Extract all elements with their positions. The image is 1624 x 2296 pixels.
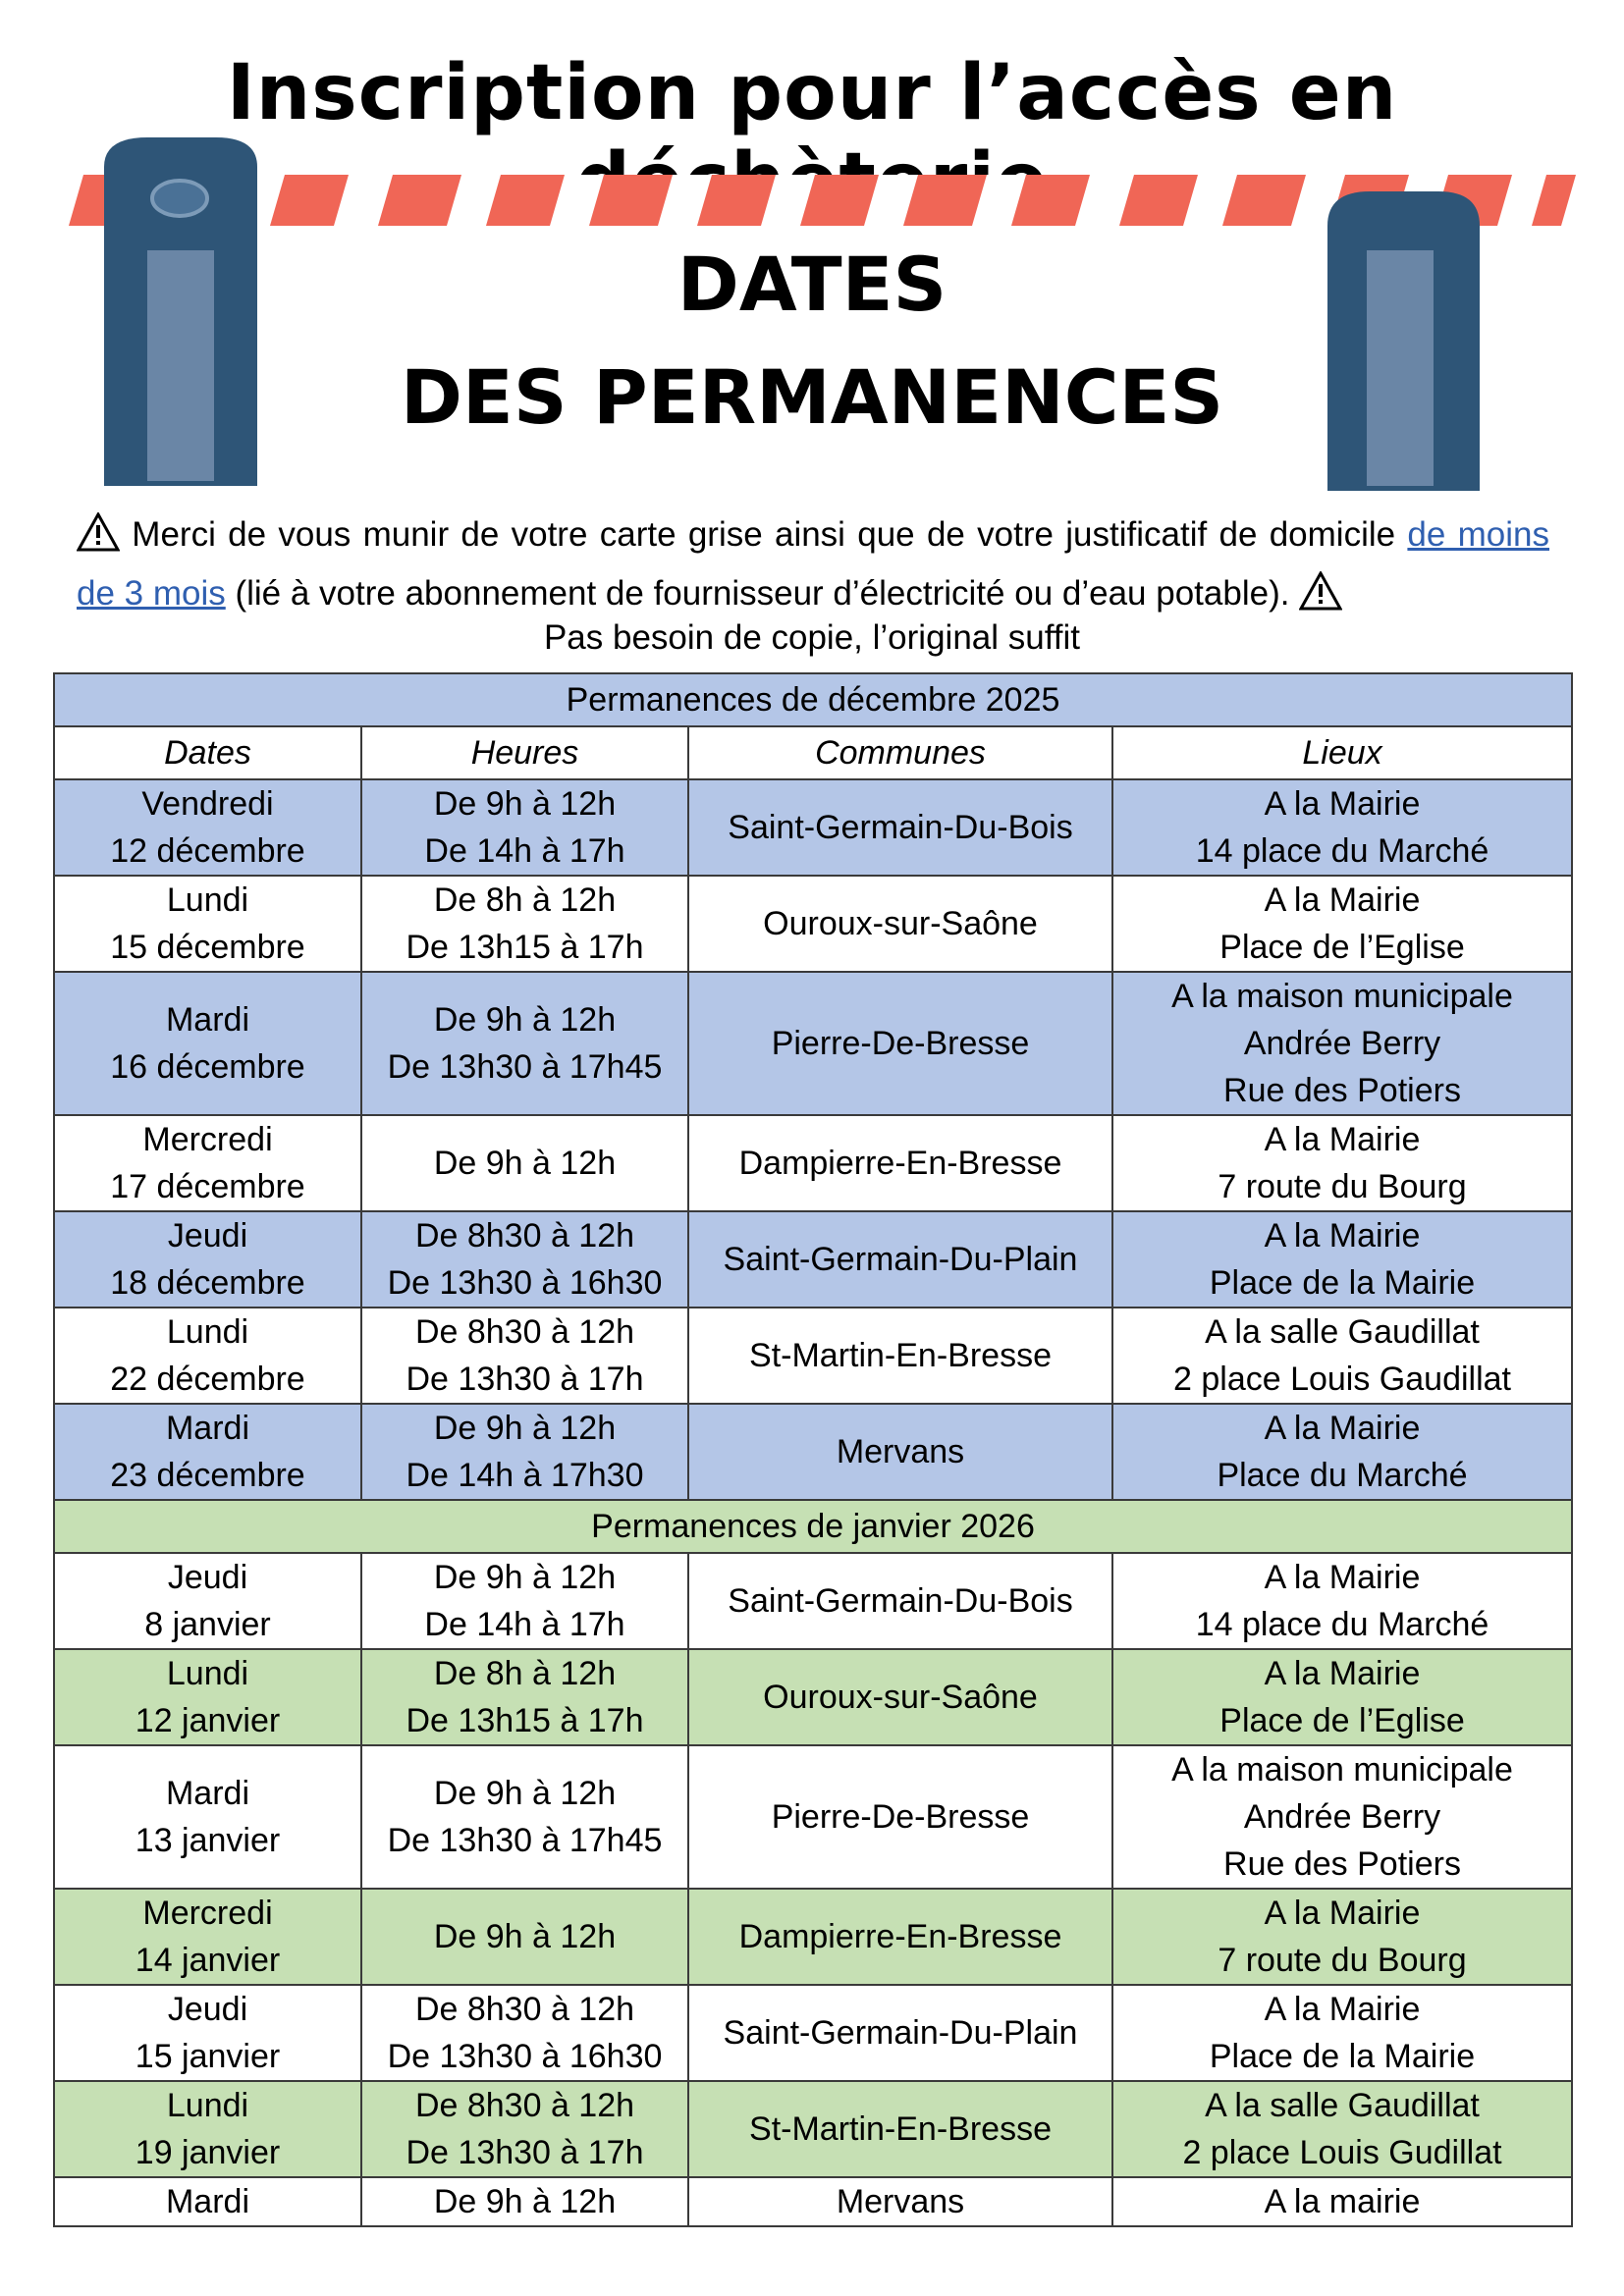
column-header: Lieux bbox=[1112, 726, 1572, 779]
date-cell-line: 15 décembre bbox=[110, 929, 305, 966]
commune-cell: Pierre-De-Bresse bbox=[688, 1745, 1112, 1889]
place-cell bbox=[1112, 1211, 1572, 1308]
date-cell bbox=[54, 779, 361, 876]
date-cell-line: Jeudi bbox=[167, 1559, 248, 1596]
place-cell-line: A la Mairie bbox=[1264, 1895, 1421, 1932]
place-cell-line: A la maison municipale bbox=[1171, 1751, 1513, 1789]
place-cell-line: Place du Marché bbox=[1217, 1457, 1468, 1494]
hours-cell-line: De 9h à 12h bbox=[433, 1145, 617, 1182]
hours-cell-line: De 9h à 12h bbox=[433, 1775, 617, 1812]
table-row bbox=[54, 2177, 1572, 2226]
hours-cell bbox=[361, 1211, 688, 1308]
date-cell-line: Lundi bbox=[166, 2087, 249, 2124]
place-cell bbox=[1112, 1745, 1572, 1889]
commune-cell: Saint-Germain-Du-Plain bbox=[688, 1211, 1112, 1308]
hours-cell bbox=[361, 2081, 688, 2177]
place-cell-line: A la Mairie bbox=[1264, 785, 1421, 823]
commune-cell: Dampierre-En-Bresse bbox=[688, 1115, 1112, 1211]
place-cell bbox=[1112, 1649, 1572, 1745]
date-cell bbox=[54, 876, 361, 972]
date-cell-line: 15 janvier bbox=[135, 2038, 281, 2075]
place-cell-line: Andrée Berry bbox=[1243, 1798, 1441, 1836]
hours-cell-line: De 9h à 12h bbox=[433, 785, 617, 823]
place-cell-line: 2 place Louis Gaudillat bbox=[1173, 1361, 1512, 1398]
date-cell-line: Mardi bbox=[165, 1410, 250, 1447]
date-cell-line: Lundi bbox=[166, 881, 249, 919]
date-cell-line: 23 décembre bbox=[110, 1457, 305, 1494]
subtitle-dates: DATES bbox=[677, 240, 947, 328]
date-cell-line: Mercredi bbox=[142, 1895, 273, 1932]
column-header: Heures bbox=[361, 726, 688, 779]
commune-cell: Pierre-De-Bresse bbox=[688, 972, 1112, 1115]
warning-icon bbox=[77, 512, 120, 552]
date-cell-line: Lundi bbox=[166, 1313, 249, 1351]
hours-cell-line: De 9h à 12h bbox=[433, 1001, 617, 1039]
place-cell bbox=[1112, 1404, 1572, 1500]
date-cell-line: Mardi bbox=[165, 1775, 250, 1812]
notice-text-after: (lié à votre abonnement de fournisseur d’électricité ou d’eau potable). bbox=[225, 574, 1300, 613]
place-cell-line: Andrée Berry bbox=[1243, 1025, 1441, 1062]
place-cell-line: 14 place du Marché bbox=[1195, 1606, 1489, 1643]
place-cell-line: A la Mairie bbox=[1264, 881, 1421, 919]
place-cell bbox=[1112, 779, 1572, 876]
table-row bbox=[54, 1553, 1572, 1649]
place-cell-line: A la Mairie bbox=[1264, 1410, 1421, 1447]
column-header: Communes bbox=[688, 726, 1112, 779]
date-cell-line: Mardi bbox=[165, 1001, 250, 1039]
hours-cell bbox=[361, 1649, 688, 1745]
commune-cell: Saint-Germain-Du-Bois bbox=[688, 1553, 1112, 1649]
date-cell-line: 14 janvier bbox=[135, 1942, 281, 1979]
place-cell-line: Rue des Potiers bbox=[1223, 1072, 1461, 1109]
december-section-heading-row bbox=[54, 673, 1572, 726]
january-section-heading-row bbox=[54, 1500, 1572, 1553]
hours-cell-line: De 14h à 17h bbox=[424, 1606, 625, 1643]
date-cell-line: 19 janvier bbox=[135, 2134, 281, 2171]
table-row bbox=[54, 876, 1572, 972]
place-cell-line: Place de la Mairie bbox=[1209, 1264, 1476, 1302]
hours-cell-line: De 8h à 12h bbox=[433, 881, 617, 919]
notice-text-before: Merci de vous munir de votre carte grise ainsi que de votre justificatif de domicile bbox=[120, 515, 1408, 554]
place-cell bbox=[1112, 2177, 1572, 2226]
date-cell-line: 12 décembre bbox=[110, 832, 305, 870]
place-cell-line: A la maison municipale bbox=[1171, 978, 1513, 1015]
date-cell bbox=[54, 1649, 361, 1745]
date-cell bbox=[54, 2177, 361, 2226]
date-cell bbox=[54, 1404, 361, 1500]
hours-cell-line: De 14h à 17h bbox=[424, 832, 625, 870]
place-cell bbox=[1112, 1308, 1572, 1404]
hours-cell bbox=[361, 1745, 688, 1889]
table-row bbox=[54, 779, 1572, 876]
subtitle-permanences: DES PERMANENCES bbox=[400, 353, 1224, 441]
notice-paragraph bbox=[77, 506, 1549, 623]
place-cell bbox=[1112, 2081, 1572, 2177]
date-cell-line: 22 décembre bbox=[110, 1361, 305, 1398]
place-cell-line: 7 route du Bourg bbox=[1218, 1942, 1467, 1979]
hours-cell bbox=[361, 1985, 688, 2081]
place-cell-line: A la Mairie bbox=[1264, 1121, 1421, 1158]
date-cell bbox=[54, 1553, 361, 1649]
date-cell-line: Vendredi bbox=[141, 785, 274, 823]
commune-cell: St-Martin-En-Bresse bbox=[688, 1308, 1112, 1404]
hours-cell-line: De 9h à 12h bbox=[433, 1410, 617, 1447]
table-row bbox=[54, 2081, 1572, 2177]
date-cell-line: 8 janvier bbox=[144, 1606, 271, 1643]
page-title: Inscription pour l’accès en bbox=[226, 49, 1398, 137]
date-cell-line: 16 décembre bbox=[110, 1048, 305, 1086]
place-cell bbox=[1112, 1553, 1572, 1649]
hours-cell-line: De 8h à 12h bbox=[433, 1655, 617, 1692]
commune-cell: Ouroux-sur-Saône bbox=[688, 876, 1112, 972]
commune-cell: Saint-Germain-Du-Plain bbox=[688, 1985, 1112, 2081]
hours-cell bbox=[361, 1889, 688, 1985]
table-row bbox=[54, 972, 1572, 1115]
hours-cell bbox=[361, 1308, 688, 1404]
place-cell-line: A la mairie bbox=[1264, 2183, 1421, 2220]
date-cell bbox=[54, 1985, 361, 2081]
hours-cell-line: De 13h30 à 16h30 bbox=[387, 2038, 663, 2075]
date-cell-line: Jeudi bbox=[167, 1991, 248, 2028]
place-cell-line: Rue des Potiers bbox=[1223, 1845, 1461, 1883]
column-header-row bbox=[54, 726, 1572, 779]
table-row bbox=[54, 1649, 1572, 1745]
table-row bbox=[54, 1308, 1572, 1404]
table-row bbox=[54, 1404, 1572, 1500]
place-cell bbox=[1112, 1889, 1572, 1985]
table-row bbox=[54, 1889, 1572, 1985]
right-barrier-post bbox=[1327, 191, 1480, 491]
date-cell-line: 13 janvier bbox=[135, 1822, 281, 1859]
date-cell bbox=[54, 1211, 361, 1308]
hours-cell-line: De 9h à 12h bbox=[433, 1559, 617, 1596]
notice-link[interactable]: de moins de 3 mois bbox=[77, 515, 1549, 613]
date-cell bbox=[54, 1745, 361, 1889]
date-cell-line: 12 janvier bbox=[135, 1702, 281, 1739]
table-row bbox=[54, 1745, 1572, 1889]
notice-copy-note: Pas besoin de copie, l’original suffit bbox=[543, 618, 1081, 657]
date-cell bbox=[54, 1889, 361, 1985]
place-cell-line: 7 route du Bourg bbox=[1218, 1168, 1467, 1205]
hours-cell-line: De 13h30 à 16h30 bbox=[387, 1264, 663, 1302]
place-cell-line: A la salle Gaudillat bbox=[1205, 2087, 1480, 2124]
date-cell-line: Jeudi bbox=[167, 1217, 248, 1255]
commune-cell: St-Martin-En-Bresse bbox=[688, 2081, 1112, 2177]
hours-cell-line: De 8h30 à 12h bbox=[414, 2087, 635, 2124]
hours-cell-line: De 8h30 à 12h bbox=[414, 1313, 635, 1351]
commune-cell: Saint-Germain-Du-Bois bbox=[688, 779, 1112, 876]
hours-cell bbox=[361, 972, 688, 1115]
commune-cell: Mervans bbox=[688, 2177, 1112, 2226]
commune-cell: Dampierre-En-Bresse bbox=[688, 1889, 1112, 1985]
place-cell-line: Place de l’Eglise bbox=[1219, 929, 1465, 966]
date-cell-line: 18 décembre bbox=[110, 1264, 305, 1302]
date-cell bbox=[54, 2081, 361, 2177]
hours-cell-line: De 13h30 à 17h bbox=[406, 2134, 644, 2171]
place-cell-line: Place de l’Eglise bbox=[1219, 1702, 1465, 1739]
hours-cell-line: De 14h à 17h30 bbox=[406, 1457, 644, 1494]
schedule-table bbox=[53, 672, 1573, 2227]
place-cell-line: A la salle Gaudillat bbox=[1205, 1313, 1480, 1351]
table-row bbox=[54, 1115, 1572, 1211]
section-heading: Permanences de janvier 2026 bbox=[54, 1500, 1572, 1553]
date-cell-line: Mercredi bbox=[142, 1121, 273, 1158]
date-cell-line: Mardi bbox=[165, 2183, 250, 2220]
place-cell-line: A la Mairie bbox=[1264, 1217, 1421, 1255]
place-cell-line: A la Mairie bbox=[1264, 1559, 1421, 1596]
hours-cell bbox=[361, 1115, 688, 1211]
place-cell-line: A la Mairie bbox=[1264, 1991, 1421, 2028]
column-header: Dates bbox=[54, 726, 361, 779]
commune-cell: Ouroux-sur-Saône bbox=[688, 1649, 1112, 1745]
hours-cell-line: De 9h à 12h bbox=[433, 1918, 617, 1955]
hours-cell bbox=[361, 876, 688, 972]
section-heading: Permanences de décembre 2025 bbox=[54, 673, 1572, 726]
place-cell bbox=[1112, 1985, 1572, 2081]
hours-cell bbox=[361, 779, 688, 876]
place-cell bbox=[1112, 876, 1572, 972]
warning-icon bbox=[1299, 571, 1342, 611]
table-row bbox=[54, 1211, 1572, 1308]
place-cell bbox=[1112, 972, 1572, 1115]
hours-cell-line: De 8h30 à 12h bbox=[414, 1991, 635, 2028]
table-row bbox=[54, 1985, 1572, 2081]
date-cell bbox=[54, 1308, 361, 1404]
date-cell-line: 17 décembre bbox=[110, 1168, 305, 1205]
hours-cell-line: De 13h30 à 17h bbox=[406, 1361, 644, 1398]
hours-cell-line: De 8h30 à 12h bbox=[414, 1217, 635, 1255]
hours-cell-line: De 9h à 12h bbox=[433, 2183, 617, 2220]
hours-cell-line: De 13h30 à 17h45 bbox=[387, 1822, 663, 1859]
hours-cell bbox=[361, 1404, 688, 1500]
hours-cell-line: De 13h15 à 17h bbox=[406, 929, 644, 966]
hours-cell bbox=[361, 2177, 688, 2226]
place-cell-line: A la Mairie bbox=[1264, 1655, 1421, 1692]
commune-cell: Mervans bbox=[688, 1404, 1112, 1500]
hours-cell-line: De 13h30 à 17h45 bbox=[387, 1048, 663, 1086]
hours-cell-line: De 13h15 à 17h bbox=[406, 1702, 644, 1739]
hours-cell bbox=[361, 1553, 688, 1649]
date-cell bbox=[54, 972, 361, 1115]
place-cell-line: Place de la Mairie bbox=[1209, 2038, 1476, 2075]
place-cell-line: 14 place du Marché bbox=[1195, 832, 1489, 870]
date-cell-line: Lundi bbox=[166, 1655, 249, 1692]
place-cell bbox=[1112, 1115, 1572, 1211]
place-cell-line: 2 place Louis Gudillat bbox=[1182, 2134, 1502, 2171]
date-cell bbox=[54, 1115, 361, 1211]
